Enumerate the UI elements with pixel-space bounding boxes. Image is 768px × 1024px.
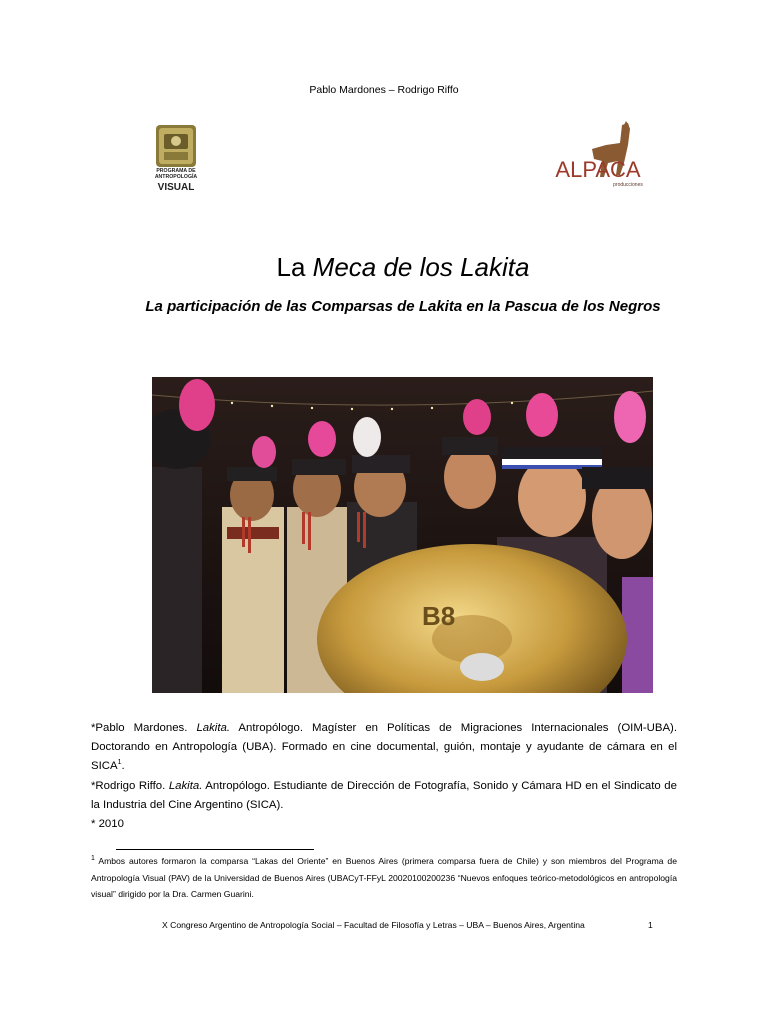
header-authors: Pablo Mardones – Rodrigo Riffo — [309, 84, 459, 96]
bio-2-text: Antropólogo. Estudiante de Dirección de Fotografía, Sonido y Cámara HD en el Sindicato de la Industria del Cine Argentino (SICA). — [91, 780, 677, 811]
svg-text:B8: B8 — [422, 601, 456, 631]
footer-text: X Congreso Argentino de Antropología Social – Facultad de Filosofía y Letras – UBA – Buenos Aires, Argentina — [162, 920, 585, 930]
title-italic: Meca de los Lakita — [312, 252, 530, 282]
pav-line-3: VISUAL — [157, 182, 195, 193]
bio-1-end: . — [121, 760, 125, 772]
footnote — [91, 853, 677, 903]
pav-logo — [128, 115, 218, 201]
bio-2-italic: Lakita. — [168, 780, 203, 792]
bio-1-italic: Lakita. — [196, 722, 230, 734]
footnote-number: 1 — [91, 855, 95, 863]
bio-1-star: *Pablo Mardones. — [91, 722, 197, 734]
pav-logo-icon — [128, 115, 218, 201]
alpaca-logo — [550, 115, 658, 195]
alpaca-logo-icon — [550, 115, 658, 195]
lakita-musicians-photo — [152, 377, 653, 693]
footnote-text: Ambos autores formaron la comparsa “Lakas del Oriente” en Buenos Aires (primera comparsa fuera de Chile) y son miembros del Programa de Antropología Visual (PAV) de la Universidad de Buenos Aires (UBACyT-FFyL 20020100200236 “Nuevos enfoques teórico-metodológicos en antropología visual” dirigido por la Dra. Carmen Guarini. — [91, 856, 677, 899]
bio-2-star: *Rodrigo Riffo. — [91, 780, 169, 792]
page-number: 1 — [648, 920, 653, 930]
footnote-divider — [116, 849, 314, 850]
bio-1-sup: 1 — [117, 759, 122, 767]
bio-mardones — [91, 719, 677, 776]
bio-year: * 2010 — [91, 818, 124, 830]
pav-line-1: PROGRAMA DE — [156, 168, 196, 174]
pav-line-2: ANTROPOLOGÍA — [154, 174, 198, 180]
page-title — [0, 252, 768, 283]
alpaca-word: ALPACA — [555, 157, 641, 182]
alpaca-sub: producciones — [613, 182, 643, 188]
bio-riffo — [91, 777, 677, 815]
title-prefix: La — [276, 252, 313, 282]
subtitle: La participación de las Comparsas de Lakita en la Pascua de los Negros — [145, 298, 661, 315]
bio-1-text: Antropólogo. Magíster en Políticas de Migraciones Internacionales (OIM-UBA). Doctorando en Antropología (UBA). Formado en cine documental, guión, montaje y ayudante de cámara en el SICA — [91, 722, 677, 772]
